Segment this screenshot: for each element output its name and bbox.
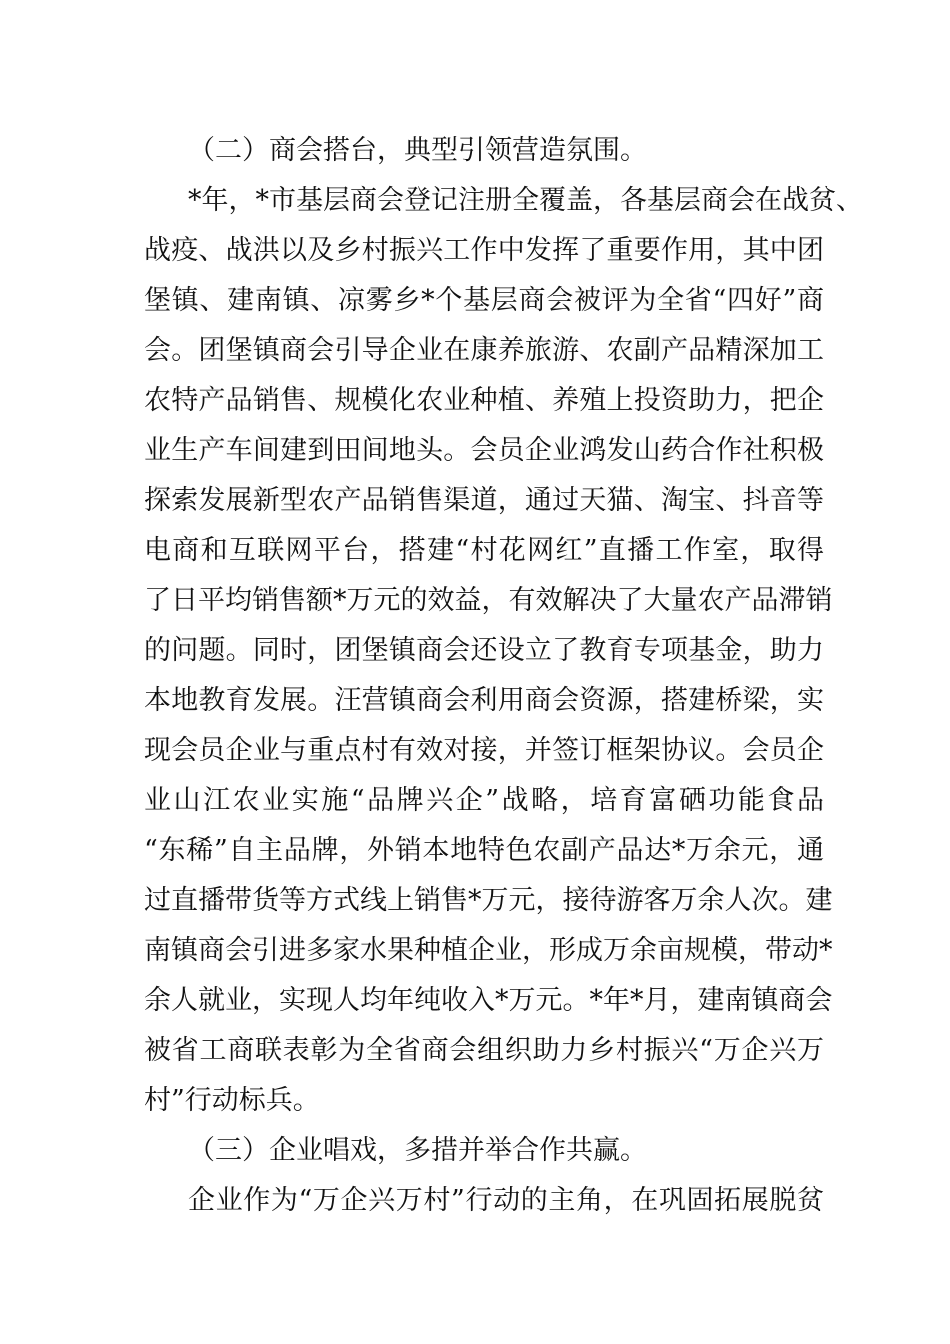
paragraph-line: 的问题。同时，团堡镇商会还设立了教育专项基金，助力: [144, 635, 824, 666]
paragraph-line: “东稀”自主品牌，外销本地特色农副产品达*万余元，通: [144, 835, 824, 866]
paragraph-line: 了日平均销售额*万元的效益，有效解决了大量农产品滞销: [144, 585, 833, 616]
paragraph-line: 探索发展新型农产品销售渠道，通过天猫、淘宝、抖音等: [144, 485, 824, 516]
section-heading-3: （三）企业唱戏，多措并举合作共赢。: [188, 1135, 647, 1166]
paragraph-line: 电商和互联网平台，搭建“村花网红”直播工作室，取得: [144, 535, 824, 566]
paragraph-line: 村”行动标兵。: [144, 1085, 320, 1116]
paragraph-line: 南镇商会引进多家水果种植企业，形成万余亩规模，带动*: [144, 935, 833, 966]
paragraph-line: *年，*市基层商会登记注册全覆盖，各基层商会在战贫、: [188, 185, 863, 216]
paragraph-line: 余人就业，实现人均年纯收入*万元。*年*月，建南镇商会: [144, 985, 833, 1016]
paragraph-line: 业生产车间建到田间地头。会员企业鸿发山药合作社积极: [144, 435, 824, 466]
paragraph-line: 农特产品销售、规模化农业种植、养殖上投资助力，把企: [144, 385, 824, 416]
paragraph-line: 企业作为“万企兴万村”行动的主角，在巩固拓展脱贫: [188, 1185, 824, 1216]
paragraph-line: 现会员企业与重点村有效对接，并签订框架协议。会员企: [144, 735, 824, 766]
section-heading-2: （二）商会搭台，典型引领营造氛围。: [188, 135, 647, 166]
paragraph-line: 会。团堡镇商会引导企业在康养旅游、农副产品精深加工: [144, 335, 824, 366]
paragraph-line: 本地教育发展。汪营镇商会利用商会资源，搭建桥梁，实: [144, 685, 824, 716]
paragraph-line: 业山江农业实施“品牌兴企”战略，培育富硒功能食品: [144, 785, 824, 816]
paragraph-line: 堡镇、建南镇、凉雾乡*个基层商会被评为全省“四好”商: [144, 285, 824, 316]
paragraph-line: 过直播带货等方式线上销售*万元，接待游客万余人次。建: [144, 885, 833, 916]
paragraph-line: 战疫、战洪以及乡村振兴工作中发挥了重要作用，其中团: [144, 235, 824, 266]
paragraph-line: 被省工商联表彰为全省商会组织助力乡村振兴“万企兴万: [144, 1035, 824, 1066]
